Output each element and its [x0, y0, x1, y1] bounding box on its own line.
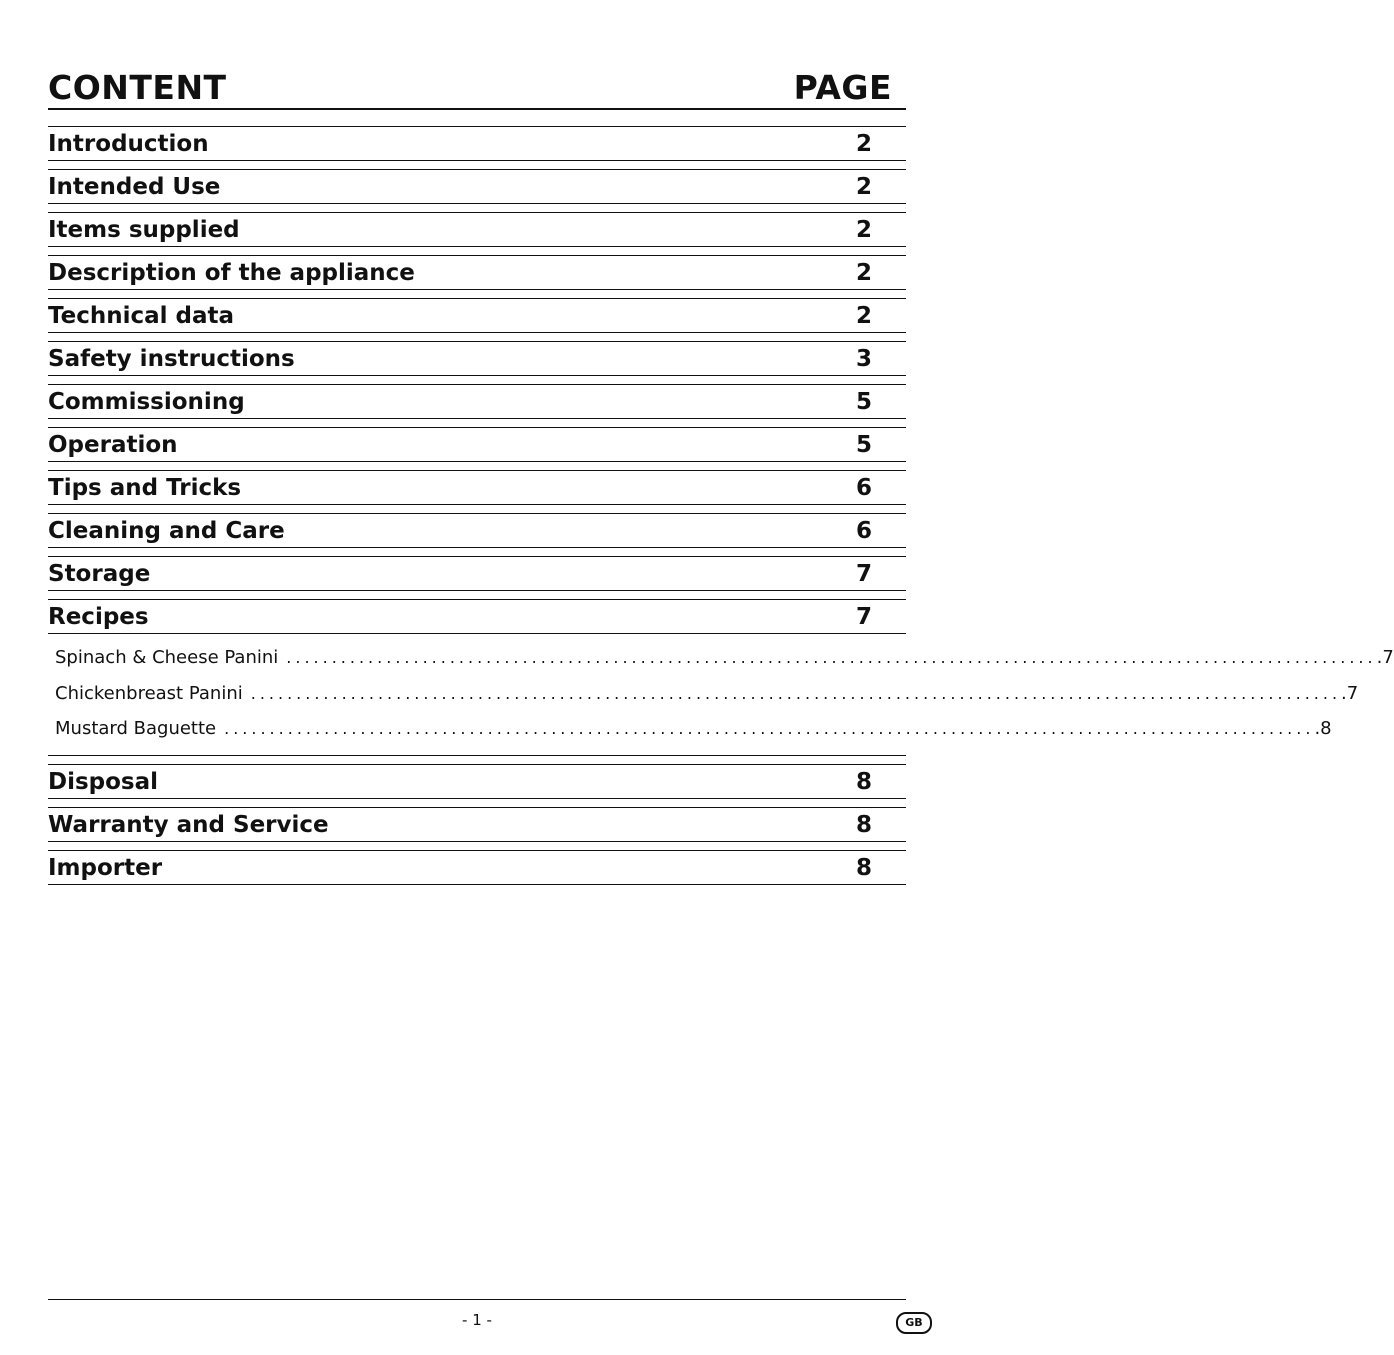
toc-entry	[48, 513, 906, 548]
toc-entry	[48, 341, 906, 376]
toc-entry-page: 3	[855, 346, 872, 372]
toc-entry-page: 2	[855, 303, 872, 329]
toc-entry-page: 8	[855, 854, 872, 881]
toc-entry-page: 5	[855, 432, 872, 458]
toc-entry-page: 8	[855, 768, 872, 795]
toc-entry-title: Commissioning	[48, 389, 245, 415]
toc-entry-title: Importer	[48, 854, 163, 881]
toc-subentry	[48, 640, 1394, 676]
toc-subentry-page: .8	[1314, 718, 1332, 740]
toc-entry-title: Storage	[48, 561, 151, 587]
language-badge: GB	[896, 1312, 932, 1334]
toc-entry-page: 6	[855, 518, 872, 544]
dot-leader: ........................................................................................................................	[286, 648, 1377, 668]
toc-subentry-title: Chickenbreast Panini	[55, 682, 243, 704]
dot-leader: ........................................................................................................................	[224, 719, 1315, 739]
toc-entry	[48, 427, 906, 462]
table-of-contents	[48, 126, 1394, 893]
toc-entry	[48, 212, 906, 247]
toc-entry	[48, 850, 906, 885]
content-heading: CONTENT	[48, 68, 227, 107]
toc-entry-title: Operation	[48, 432, 178, 458]
toc-entry-title: Description of the appliance	[48, 260, 415, 286]
toc-entry-title: Cleaning and Care	[48, 518, 285, 544]
toc-subentry-page: .7	[1341, 682, 1359, 704]
toc-subentries	[48, 634, 1394, 756]
toc-header	[48, 66, 906, 110]
toc-entry-title: Warranty and Service	[48, 811, 329, 838]
page-heading: PAGE	[793, 68, 892, 107]
toc-subentry	[48, 676, 1359, 712]
toc-entry-page: 5	[855, 389, 872, 415]
toc-entry	[48, 764, 906, 799]
toc-entry	[48, 807, 906, 842]
toc-entry-page: 7	[855, 604, 872, 630]
toc-entry	[48, 470, 906, 505]
toc-entry-title: Technical data	[48, 303, 235, 329]
toc-entry	[48, 556, 906, 591]
dot-leader: ........................................................................................................................	[250, 683, 1342, 703]
toc-entry	[48, 169, 906, 204]
toc-entry-page: 6	[855, 475, 872, 501]
toc-entry-title: Safety instructions	[48, 346, 295, 372]
toc-entry-page: 7	[855, 561, 872, 587]
toc-entry	[48, 298, 906, 333]
toc-entry-title: Tips and Tricks	[48, 475, 242, 501]
page-number: - 1 -	[462, 1311, 492, 1329]
toc-entry-title: Recipes	[48, 604, 149, 630]
toc-subentry	[48, 711, 1332, 747]
toc-entry-title: Introduction	[48, 131, 209, 157]
toc-entry-page: 2	[855, 260, 872, 286]
footer-divider	[48, 1299, 906, 1300]
toc-entry-page: 8	[855, 811, 872, 838]
toc-entry-page: 2	[855, 174, 872, 200]
toc-entry	[48, 126, 906, 161]
toc-entry-page: 2	[855, 217, 872, 243]
toc-subentry-title: Mustard Baguette	[55, 718, 217, 740]
toc-entry-title: Items supplied	[48, 217, 240, 243]
toc-entry-page: 2	[855, 131, 872, 157]
toc-entry-title: Disposal	[48, 768, 159, 795]
toc-entry-title: Intended Use	[48, 174, 221, 200]
toc-subentry-title: Spinach & Cheese Panini	[55, 647, 279, 669]
toc-entry	[48, 384, 906, 419]
toc-subentry-page: .7	[1376, 647, 1394, 669]
toc-entry	[48, 255, 906, 290]
toc-entry	[48, 599, 906, 634]
